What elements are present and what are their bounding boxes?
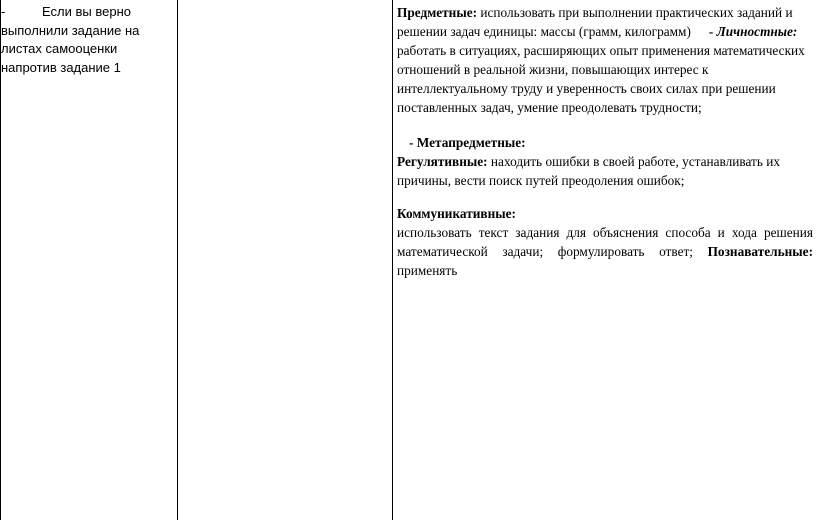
communicative-text: использовать текст задания для объяснения способа и хода решения математической задачи; формулировать ответ; <box>397 225 813 259</box>
instruction-cell <box>1 3 175 77</box>
regulatory-paragraph <box>397 152 813 190</box>
table-border-column-2 <box>392 0 393 520</box>
meta-label: - Метапредметные: <box>409 135 526 150</box>
instruction-text: Если вы верно выполнили задание на листах самооценки напротив задание 1 <box>1 4 140 75</box>
cognitive-label: Познавательные: <box>707 244 814 259</box>
subject-text: использовать при выполнении практических заданий и решении задач единицы: массы (грамм, килограмм) <box>397 5 793 39</box>
instruction-dash: - <box>1 4 6 19</box>
subject-label: Предметные: <box>397 5 478 20</box>
meta-heading <box>397 133 813 152</box>
personal-text: работать в ситуациях, расширяющих опыт применения математических отношений в реальной жизни, повышающих интерес к интеллектуальному труду и уверенность своих силах при решении поставленных задач, умение преодолевать трудности; <box>397 43 805 115</box>
table-border-left <box>0 0 1 520</box>
cognitive-text: применять <box>397 263 458 278</box>
table-border-column-1 <box>177 0 178 520</box>
regulatory-text: находить ошибки в своей работе, устанавливать их причины, вести поиск путей преодоления ошибок; <box>397 154 781 188</box>
personal-label: - Личностные: <box>708 24 798 39</box>
subject-paragraph <box>397 3 813 117</box>
outcomes-cell <box>397 3 813 280</box>
communicative-label: Коммуникативные: <box>397 206 516 221</box>
regulatory-label: Регулятивные: <box>397 154 488 169</box>
communicative-paragraph <box>397 223 813 280</box>
